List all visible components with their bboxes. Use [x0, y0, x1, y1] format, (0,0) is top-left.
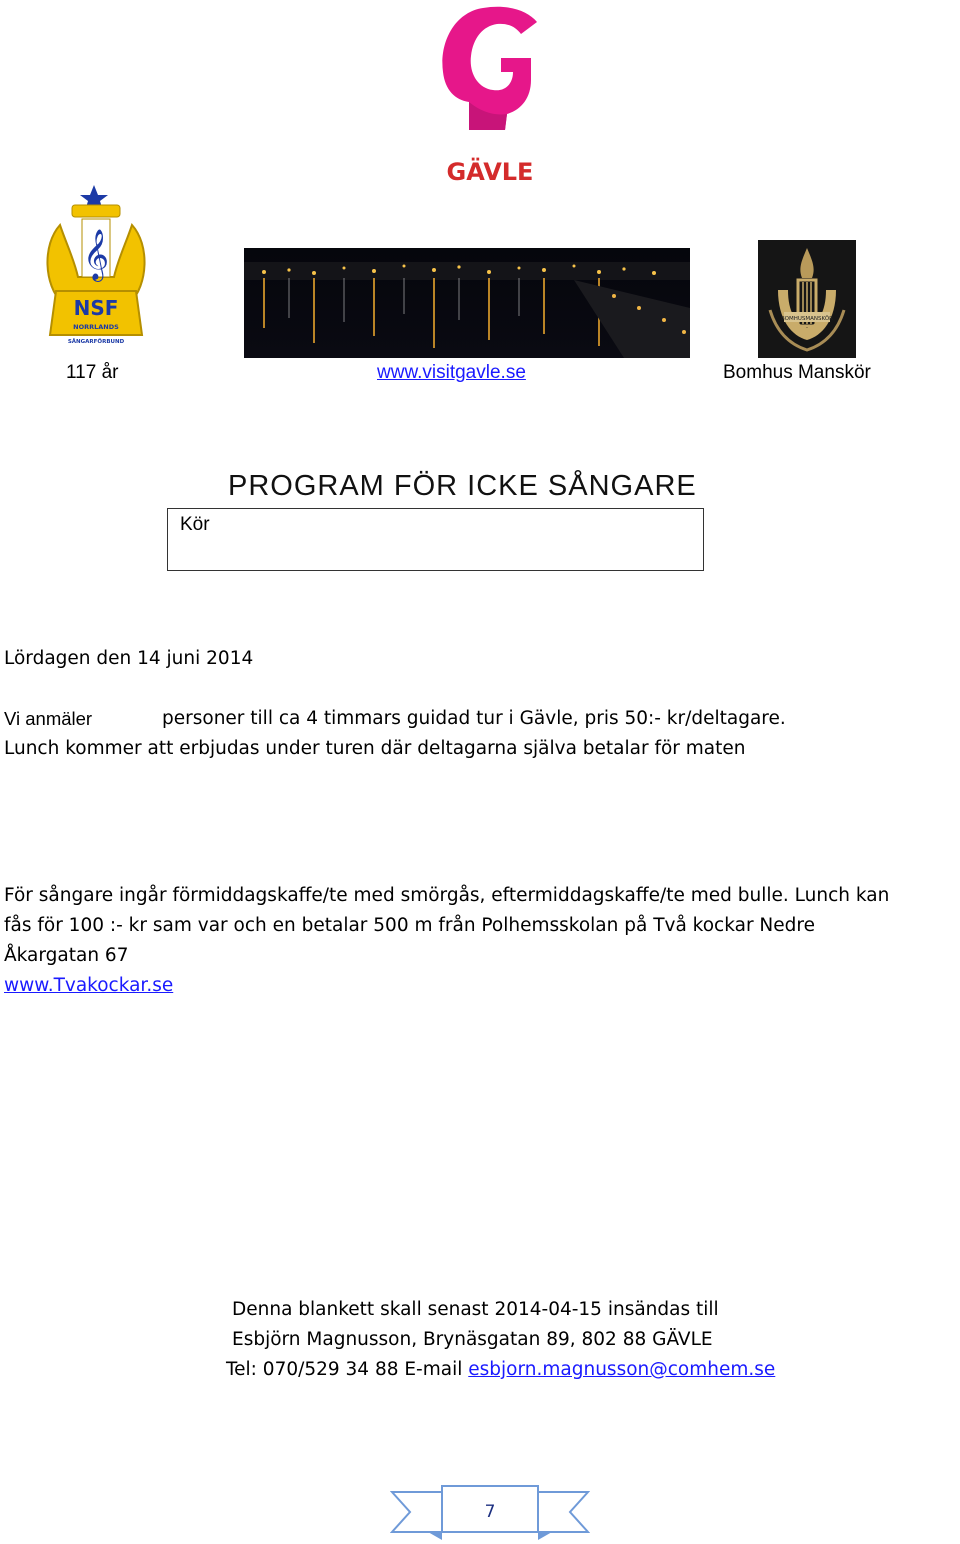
gavle-logo-text: GÄVLE [446, 158, 534, 186]
tvakockar-link[interactable]: www.Tvakockar.se [4, 975, 174, 996]
footer-deadline: Denna blankett skall senast 2014-04-15 insändas till [232, 1299, 719, 1320]
bomhus-manskor-logo [758, 240, 856, 358]
gavle-logo [425, 2, 555, 187]
email-link[interactable]: esbjorn.magnusson@comhem.se [468, 1359, 776, 1380]
nsf-caption: 117 år [66, 362, 119, 383]
visitgavle-link[interactable]: www.visitgavle.se [377, 362, 526, 383]
singers-line-3: Åkargatan 67 [4, 945, 129, 966]
singers-line-1: För sångare ingår förmiddagskaffe/te med smörgås, eftermiddagskaffe/te med bulle. Lunch kan [4, 885, 890, 906]
nsf-logo [42, 185, 150, 357]
svg-text:𝄞: 𝄞 [82, 229, 110, 280]
kor-input-box[interactable] [167, 508, 704, 571]
page-number-ribbon [390, 1484, 590, 1540]
gavle-night-photo [244, 248, 690, 358]
bomhus-logo-text: BOMHUSMANSKÖR [781, 316, 833, 322]
kor-label: Kör [180, 514, 210, 535]
page-number: 7 [484, 1502, 496, 1522]
participant-count-field[interactable] [108, 708, 158, 730]
bomhus-caption: Bomhus Manskör [723, 362, 871, 383]
page-title: PROGRAM FÖR ICKE SÅNGARE [228, 470, 697, 502]
footer-address: Esbjörn Magnusson, Brynäsgatan 89, 802 88 GÄVLE [232, 1329, 713, 1350]
singers-line-2: fås för 100 :- kr sam var och en betalar 500 m från Polhemsskolan på Två kockar Nedre [4, 915, 815, 936]
svg-text:SÅNGARFÖRBUND: SÅNGARFÖRBUND [67, 339, 125, 345]
lunch-line: Lunch kommer att erbjudas under turen där deltagarna själva betalar för maten [4, 738, 746, 759]
footer-contact-prefix: Tel: 070/529 34 88 E-mail [226, 1359, 469, 1380]
svg-text:NORRLANDS: NORRLANDS [73, 323, 119, 331]
footer-contact [226, 1355, 775, 1385]
register-prefix: Vi anmäler [4, 708, 93, 729]
nsf-logo-text: NSF [73, 296, 119, 320]
date-line: Lördagen den 14 juni 2014 [4, 648, 254, 669]
register-suffix: personer till ca 4 timmars guidad tur i Gävle, pris 50:- kr/deltagare. [162, 708, 786, 729]
